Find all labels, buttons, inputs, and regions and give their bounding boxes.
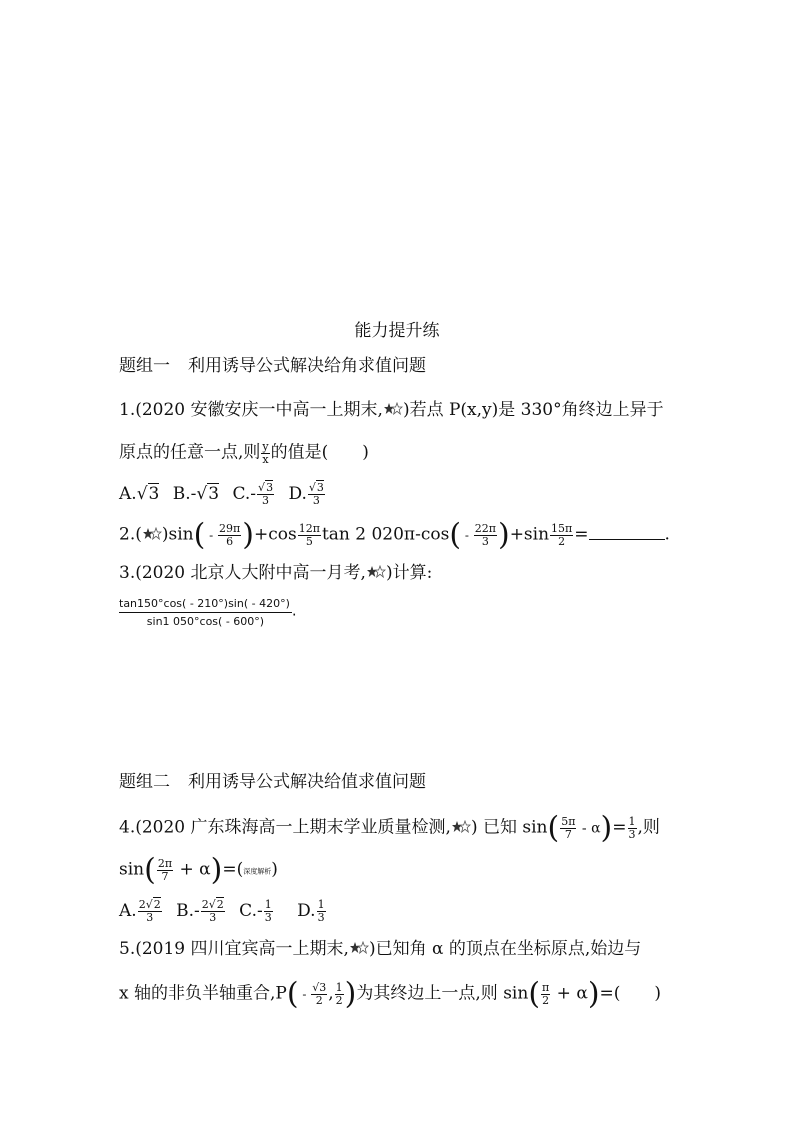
frac-num: π bbox=[542, 981, 550, 994]
frac-num: y bbox=[262, 440, 269, 453]
radicand: 3 bbox=[316, 481, 324, 494]
frac-den: 3 bbox=[317, 910, 325, 924]
q3-lead: 3.(2020 北京人大附中高一月考, bbox=[119, 563, 366, 583]
coef: 2 bbox=[138, 898, 146, 911]
frac-num: 5π bbox=[561, 815, 576, 828]
plus-alpha: + α bbox=[174, 859, 211, 880]
big-paren: ( bbox=[286, 976, 299, 1012]
frac-num: 1 bbox=[264, 898, 272, 911]
q1-text-a: 原点的任意一点,则 bbox=[119, 442, 261, 463]
q2-sin: )sin bbox=[161, 524, 194, 545]
q1-stem: )若点 P(x,y)是 330°角终边上异于 bbox=[402, 400, 664, 420]
q2-cos: +cos bbox=[253, 524, 297, 545]
fraction bbox=[628, 816, 637, 840]
frac-num: 2√2 bbox=[201, 898, 224, 911]
big-paren: ( bbox=[193, 517, 206, 553]
question-4-options bbox=[119, 899, 335, 923]
frac-num: √3 bbox=[308, 481, 324, 494]
frac-den: 7 bbox=[564, 827, 572, 841]
opt-label: D. bbox=[297, 900, 316, 921]
frac-den: 3 bbox=[146, 910, 154, 924]
q5-text-b: 为其终边上一点,则 sin bbox=[356, 983, 529, 1004]
group1-title: 利用诱导公式解决给角求值问题 bbox=[188, 356, 426, 376]
fraction bbox=[218, 523, 241, 547]
comma: , bbox=[328, 983, 334, 1004]
radicand: 3 bbox=[148, 483, 160, 504]
difficulty-star-icon bbox=[349, 941, 369, 955]
group1-heading bbox=[119, 358, 426, 375]
big-paren: ( bbox=[528, 976, 541, 1012]
q3-stem: )计算: bbox=[385, 563, 433, 583]
q4-then: ,则 bbox=[637, 817, 660, 838]
big-paren: ) bbox=[210, 852, 223, 888]
q3-fraction bbox=[119, 597, 292, 628]
q2-sin2: +sin bbox=[509, 524, 550, 545]
group1-label: 题组一 bbox=[119, 356, 170, 376]
q4-option-c[interactable] bbox=[239, 898, 274, 924]
q5-stem: )已知角 α 的顶点在坐标原点,始边与 bbox=[368, 939, 642, 959]
big-paren: ( bbox=[449, 517, 462, 553]
frac-den: 7 bbox=[161, 869, 169, 883]
q4-option-a[interactable] bbox=[119, 898, 163, 924]
big-paren: ( bbox=[144, 852, 156, 888]
frac-den: 3 bbox=[209, 910, 217, 924]
difficulty-star-icon bbox=[383, 402, 403, 416]
q5-text-a: x 轴的非负半轴重合,P bbox=[119, 983, 287, 1004]
frac-num: 1 bbox=[317, 898, 325, 911]
q4-sin: sin bbox=[119, 859, 145, 880]
equals: = bbox=[574, 524, 589, 545]
q1-lead: 1.(2020 安徽安庆一中高一上期末, bbox=[119, 400, 383, 420]
q2-tan: tan 2 020π-cos bbox=[321, 524, 450, 545]
difficulty-star-icon bbox=[142, 527, 162, 541]
opt-label: C.- bbox=[239, 900, 263, 921]
frac-den: x bbox=[262, 452, 269, 466]
q4-lead: 4.(2020 广东珠海高一上期末学业质量检测, bbox=[119, 817, 451, 838]
fraction-y-over-x bbox=[261, 441, 269, 465]
coef: 2 bbox=[201, 898, 209, 911]
minus: - bbox=[205, 528, 218, 543]
frac-num: 2π bbox=[157, 857, 173, 870]
equals-paren: =( bbox=[222, 859, 244, 880]
fraction bbox=[201, 899, 225, 923]
radicand: 2 bbox=[153, 898, 161, 911]
q1-text-b: 的值是( ) bbox=[270, 442, 369, 463]
fraction bbox=[550, 523, 573, 547]
frac-den: 2 bbox=[335, 993, 343, 1007]
close-paren: ) bbox=[271, 859, 278, 880]
minus: - bbox=[461, 528, 473, 543]
fraction bbox=[298, 523, 321, 547]
group2-title: 利用诱导公式解决给值求值问题 bbox=[188, 772, 426, 792]
opt-label: B.- bbox=[176, 900, 200, 921]
question-1-options bbox=[119, 482, 334, 506]
q5-lead: 5.(2019 四川宜宾高一上期末, bbox=[119, 939, 349, 959]
plus-alpha: + α bbox=[551, 983, 588, 1004]
q4-option-d[interactable] bbox=[297, 898, 326, 924]
opt-label: A. bbox=[119, 900, 137, 921]
group2-label: 题组二 bbox=[119, 772, 170, 792]
fraction bbox=[560, 816, 576, 840]
frac-den: 2 bbox=[542, 993, 550, 1007]
question-2 bbox=[119, 517, 670, 553]
analysis-note: 深度解析 bbox=[243, 867, 272, 876]
big-paren: ) bbox=[344, 976, 357, 1012]
q1-option-d[interactable] bbox=[288, 481, 325, 507]
fraction bbox=[474, 523, 497, 547]
question-1 bbox=[119, 402, 664, 419]
frac-den: 3 bbox=[312, 493, 320, 507]
frac-num: √3 bbox=[258, 481, 274, 494]
frac-num: 15π bbox=[551, 522, 573, 535]
q1-option-c[interactable] bbox=[232, 481, 275, 507]
fraction bbox=[311, 982, 327, 1006]
question-1-line2 bbox=[119, 441, 369, 465]
question-3 bbox=[119, 565, 432, 582]
fraction bbox=[264, 899, 273, 923]
frac-num: 12π bbox=[298, 522, 320, 535]
q1-option-a[interactable]: A.√3 bbox=[119, 483, 160, 504]
fraction bbox=[308, 482, 325, 506]
radicand: 3 bbox=[266, 481, 274, 494]
question-4-line2 bbox=[119, 852, 278, 888]
frac-den: 6 bbox=[226, 534, 234, 548]
minus-alpha: - α bbox=[577, 820, 601, 837]
q4-stem: ) 已知 sin bbox=[470, 817, 548, 838]
question-5-line2 bbox=[119, 976, 662, 1012]
answer-blank[interactable] bbox=[589, 527, 665, 540]
big-paren: ( bbox=[547, 810, 560, 846]
fraction bbox=[335, 982, 344, 1006]
big-paren: ) bbox=[497, 517, 510, 553]
big-paren: ) bbox=[587, 976, 600, 1012]
q3-numerator: tan150°cos( - 210°)sin( - 420°) bbox=[119, 597, 292, 613]
big-paren: ) bbox=[242, 517, 254, 553]
fraction bbox=[541, 982, 550, 1006]
frac-den: 3 bbox=[481, 534, 489, 548]
fraction bbox=[257, 482, 274, 506]
q3-denominator: sin1 050°cos( - 600°) bbox=[146, 615, 265, 628]
frac-den: 3 bbox=[264, 910, 272, 924]
section-title: 能力提升练 bbox=[354, 321, 440, 341]
frac-den: 3 bbox=[262, 493, 270, 507]
q5-end: =( ) bbox=[599, 983, 662, 1004]
fraction bbox=[317, 899, 326, 923]
q3-expression bbox=[119, 597, 297, 628]
q2-lead: 2.( bbox=[119, 524, 142, 545]
opt-label: C.- bbox=[232, 483, 257, 504]
opt-label: A. bbox=[119, 483, 137, 504]
frac-num: 1 bbox=[335, 981, 343, 994]
frac-num: √3 bbox=[312, 981, 327, 994]
fraction bbox=[157, 858, 173, 882]
frac-num: 29π bbox=[219, 522, 241, 535]
minus: - bbox=[298, 987, 311, 1002]
q4-option-b[interactable] bbox=[176, 898, 226, 924]
fraction bbox=[138, 899, 162, 923]
opt-label: B.- bbox=[172, 483, 197, 504]
q1-option-b[interactable]: B.-√3 bbox=[172, 483, 220, 504]
big-paren: ) bbox=[600, 810, 613, 846]
question-4 bbox=[119, 810, 660, 846]
opt-label: D. bbox=[288, 483, 307, 504]
radicand: 3 bbox=[208, 483, 220, 504]
period: . bbox=[291, 601, 297, 620]
frac-num: 1 bbox=[628, 815, 636, 828]
group2-heading bbox=[119, 774, 426, 791]
frac-den: 5 bbox=[305, 534, 313, 548]
period: . bbox=[664, 524, 670, 545]
frac-num: 2√2 bbox=[138, 898, 161, 911]
difficulty-star-icon bbox=[451, 820, 471, 834]
frac-den: 3 bbox=[628, 827, 636, 841]
difficulty-star-icon bbox=[366, 565, 386, 579]
frac-den: 2 bbox=[558, 534, 566, 548]
question-5 bbox=[119, 941, 641, 958]
frac-num: 22π bbox=[474, 522, 496, 535]
frac-den: 2 bbox=[315, 993, 323, 1007]
radicand: 2 bbox=[216, 898, 224, 911]
equals: = bbox=[612, 817, 627, 838]
